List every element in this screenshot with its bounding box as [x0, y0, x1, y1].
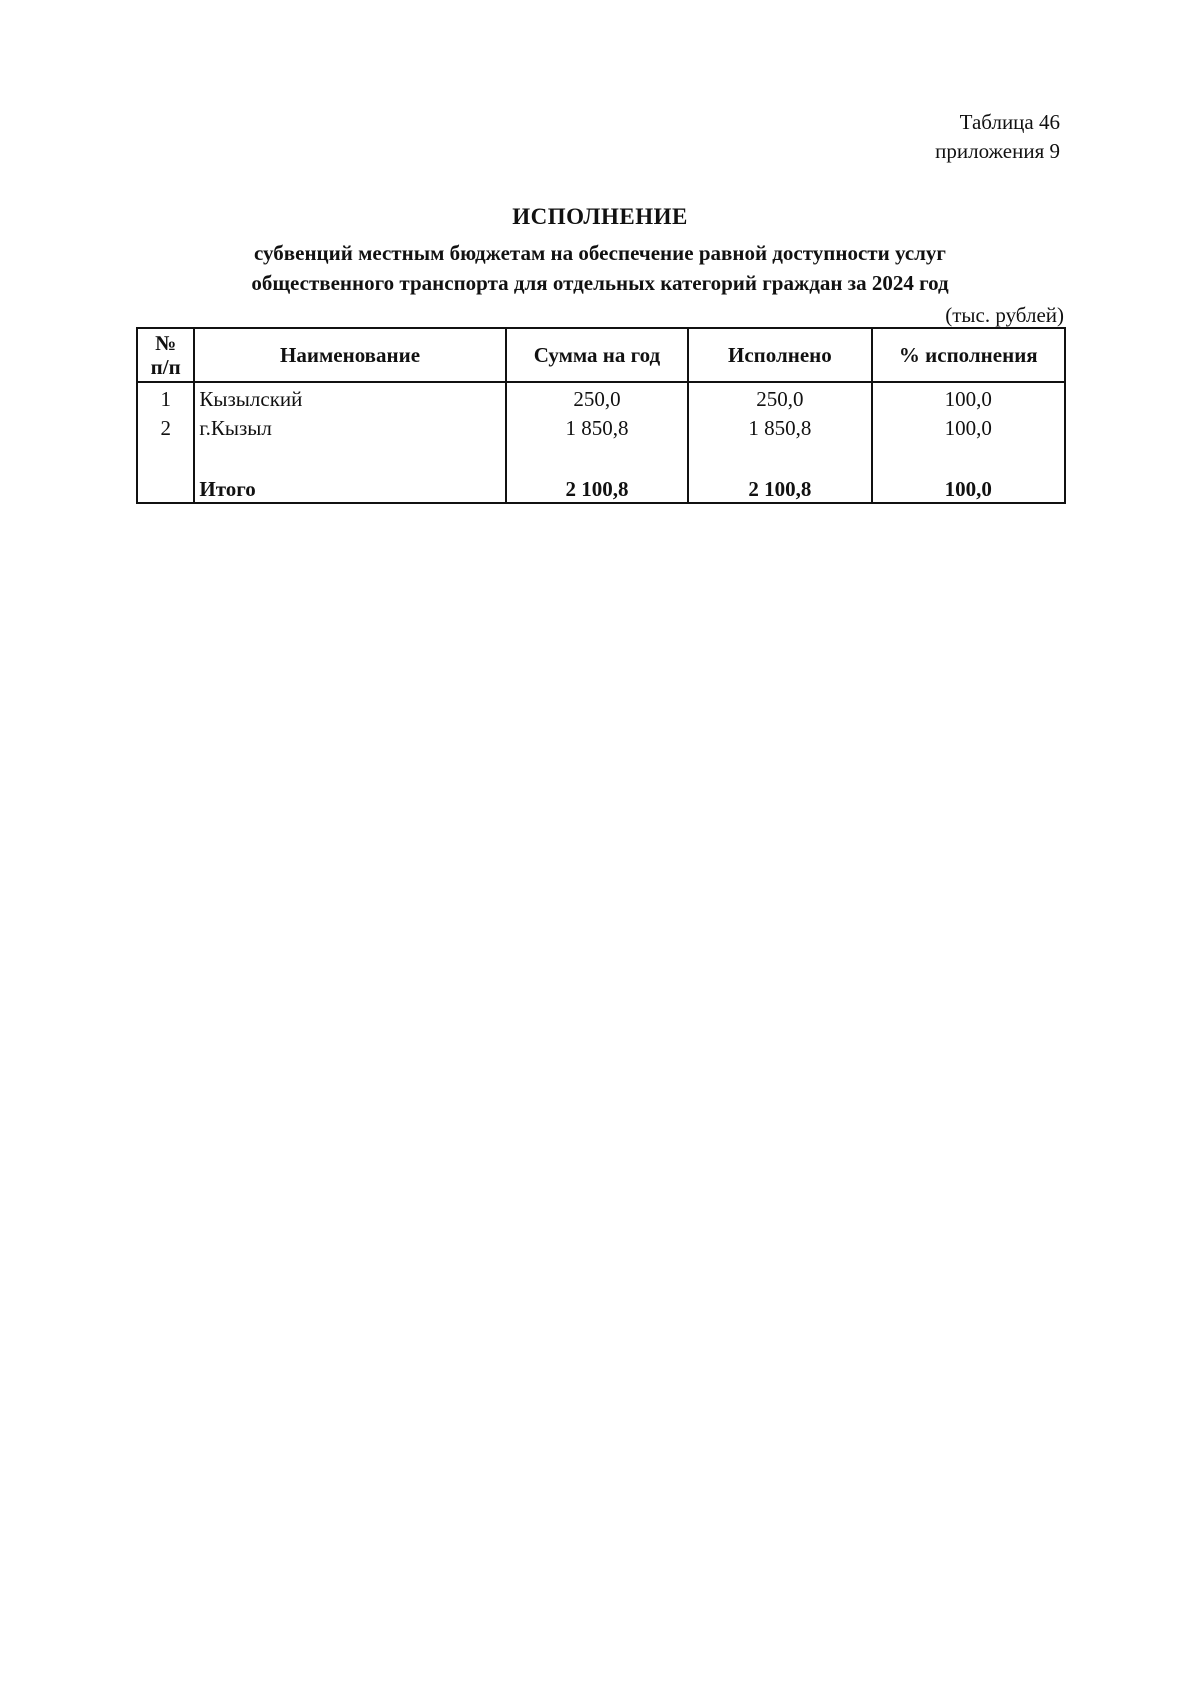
table-total-row — [137, 474, 1065, 503]
row-sum: 1 850,8 — [506, 412, 689, 441]
document-title: ИСПОЛНЕНИЕ — [512, 204, 688, 229]
row-name: Кызылский — [194, 382, 505, 412]
header-number — [137, 328, 194, 382]
header-name: Наименование — [194, 328, 505, 382]
row-done: 1 850,8 — [688, 412, 871, 441]
table-row — [137, 382, 1065, 412]
header-number-line-2: п/п — [150, 355, 181, 379]
header-number-line-1: № — [155, 331, 177, 355]
row-number: 2 — [137, 412, 194, 441]
header-sum: Сумма на год — [506, 328, 689, 382]
total-percent: 100,0 — [872, 474, 1065, 503]
total-name: Итого — [194, 474, 505, 503]
header-percent: % исполнения — [872, 328, 1065, 382]
appendix-label: приложения 9 — [935, 139, 1060, 163]
row-sum: 250,0 — [506, 382, 689, 412]
total-done: 2 100,8 — [688, 474, 871, 503]
document-subtitle — [0, 238, 1200, 298]
row-done: 250,0 — [688, 382, 871, 412]
row-percent: 100,0 — [872, 412, 1065, 441]
table-reference — [935, 108, 1060, 166]
subtitle-line-2: общественного транспорта для отдельных категорий граждан за 2024 год — [251, 271, 949, 295]
table-row — [137, 412, 1065, 441]
table-header-row — [137, 328, 1065, 382]
units-label: (тыс. рублей) — [945, 303, 1064, 327]
table-label: Таблица 46 — [959, 110, 1060, 134]
execution-table — [136, 327, 1066, 504]
total-sum: 2 100,8 — [506, 474, 689, 503]
row-number: 1 — [137, 382, 194, 412]
total-number — [137, 474, 194, 503]
row-percent: 100,0 — [872, 382, 1065, 412]
row-name: г.Кызыл — [194, 412, 505, 441]
table-spacer-row — [137, 441, 1065, 474]
subtitle-line-1: субвенций местным бюджетам на обеспечение равной доступности услуг — [254, 241, 946, 265]
header-done: Исполнено — [688, 328, 871, 382]
